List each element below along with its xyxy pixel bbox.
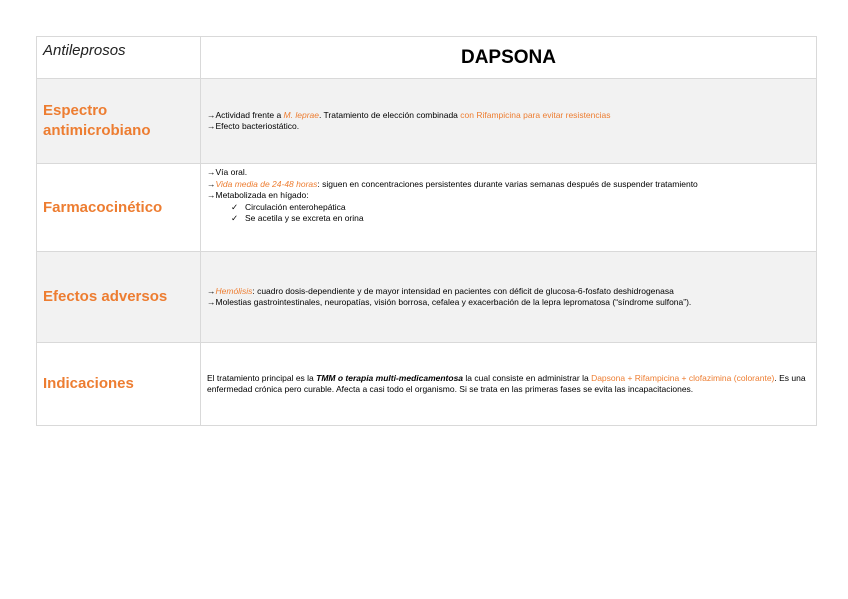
row-efectos	[37, 252, 817, 343]
check-icon: ✓	[231, 213, 239, 223]
row-indicaciones	[37, 343, 817, 426]
espectro-line-1: →Actividad frente a M. leprae. Tratamiento de elección combinada con Rifampicina para evitar resistencias	[207, 109, 611, 120]
check-item-2: ✓ Se acetila y se excreta en orina	[231, 213, 364, 223]
farmaco-line-2: →Vida media de 24-48 horas: siguen en concentraciones persistentes durante varias semanas después de suspender tratamiento	[207, 178, 698, 189]
efectos-line-2: →Molestias gastrointestinales, neuropatías, visión borrosa, cefalea y exacerbación de la lepra lepromatosa (“síndrome sulfona”).	[207, 297, 692, 307]
label-espectro: Espectro antimicrobiano	[37, 79, 201, 164]
content-espectro	[201, 79, 817, 164]
check-icon: ✓	[231, 201, 239, 212]
header-row	[37, 37, 817, 79]
content-indicaciones	[201, 343, 817, 426]
espectro-line-2: →Efecto bacteriostático.	[207, 121, 300, 131]
farmaco-line-3: →Metabolizada en hígado:	[207, 190, 309, 200]
category-label: Antileprosos	[43, 42, 126, 59]
row-espectro	[37, 79, 817, 164]
check-item-1: ✓ Circulación enterohepática	[231, 201, 346, 212]
indicaciones-text: El tratamiento principal es la TMM o terapia multi-medicamentosa la cual consiste en administrar la Dapsona + Rifampicina + clofazimina (colorante). Es una enfermedad crónica pero curable. Afecta a casi todo el organismo. Si se trata en las primeras fases se evita las incapacitaciones.	[207, 372, 806, 394]
farmaco-line-1: →Vía oral.	[207, 167, 248, 177]
content-efectos	[201, 252, 817, 343]
label-indicaciones: Indicaciones	[37, 343, 201, 426]
category-cell	[37, 37, 201, 79]
row-farmacocinetico	[37, 164, 817, 252]
efectos-line-1: →Hemólisis: cuadro dosis-dependiente y de mayor intensidad en pacientes con déficit de glucosa-6-fosfato deshidrogenasa	[207, 285, 674, 296]
content-farmacocinetico	[201, 164, 817, 252]
drug-title: DAPSONA	[201, 37, 817, 79]
label-farmacocinetico: Farmacocinético	[37, 164, 201, 252]
dapsona-table	[36, 36, 817, 426]
label-efectos: Efectos adversos	[37, 252, 201, 343]
